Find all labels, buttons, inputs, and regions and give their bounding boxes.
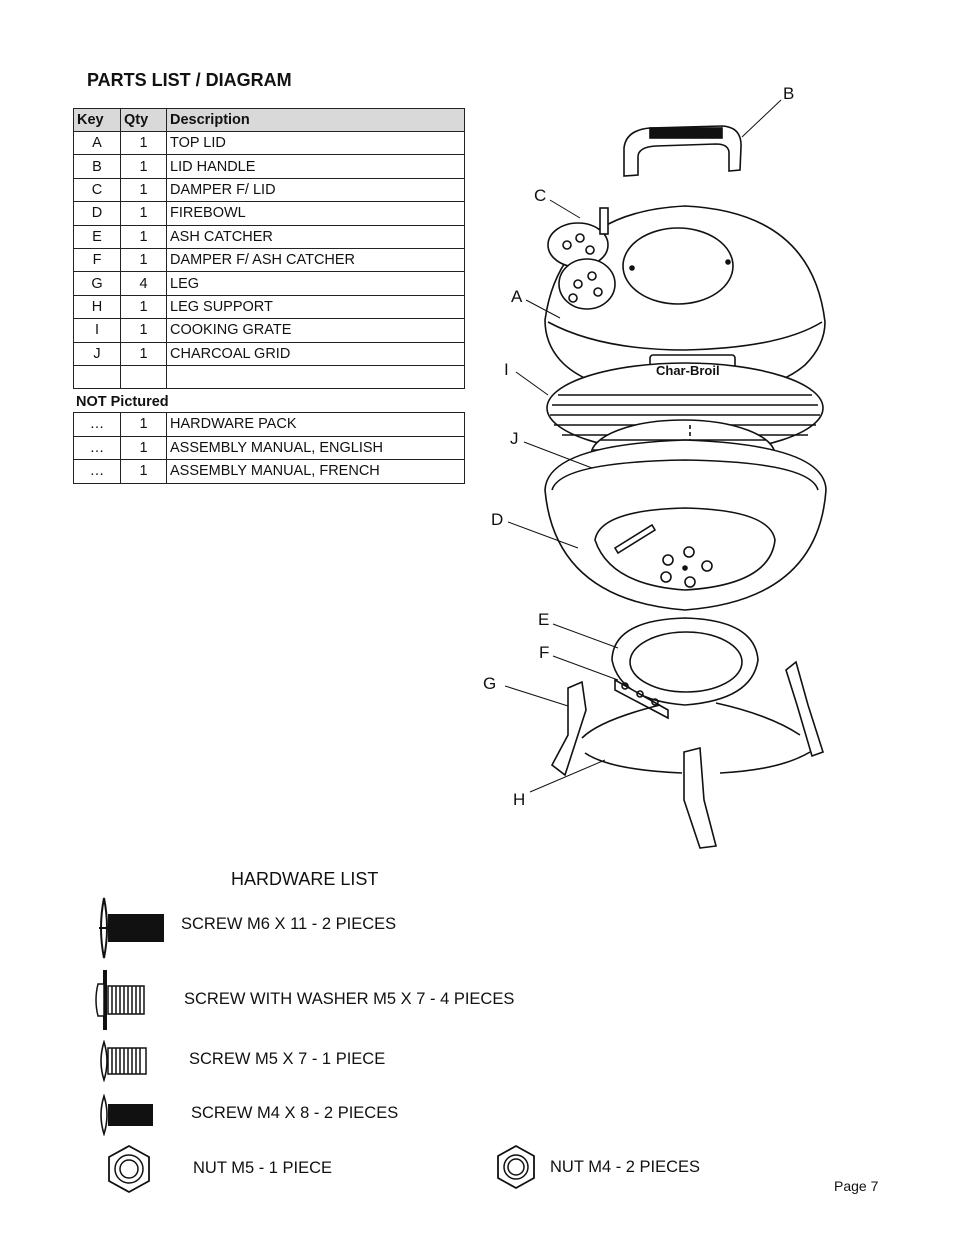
cell-qty: 1 <box>121 295 167 318</box>
page-number: Page 7 <box>834 1178 879 1194</box>
table-row <box>74 413 465 437</box>
grill-exploded-diagram <box>470 75 850 865</box>
table-row <box>74 295 465 318</box>
cell-qty: 1 <box>121 248 167 271</box>
hardware-list-title: HARDWARE LIST <box>231 869 379 889</box>
callout-e: E <box>538 610 550 629</box>
cell-key: D <box>74 202 121 225</box>
hardware-item-label: SCREW M5 X 7 - 1 PIECE <box>189 1050 386 1068</box>
callout-c: C <box>534 186 547 205</box>
cell-key: C <box>74 178 121 201</box>
hardware-item-label: SCREW WITH WASHER M5 X 7 - 4 PIECES <box>184 990 515 1008</box>
table-row <box>74 178 465 201</box>
brand-logo-text: Char-Broil <box>656 363 720 378</box>
cell-description: TOP LID <box>167 132 465 155</box>
cell-qty: 1 <box>121 225 167 248</box>
hardware-item-label: NUT M5 - 1 PIECE <box>193 1159 333 1177</box>
cell-description: LEG <box>167 272 465 295</box>
header-key: Key <box>74 109 121 132</box>
callout-f: F <box>539 643 550 662</box>
cell-description: ASSEMBLY MANUAL, ENGLISH <box>167 436 465 460</box>
cell-qty: 1 <box>121 202 167 225</box>
cell-qty: 1 <box>121 460 167 484</box>
page-title: PARTS LIST / DIAGRAM <box>87 70 292 90</box>
cell-qty: 1 <box>121 342 167 365</box>
lid-handle-part <box>624 126 741 176</box>
hardware-item-label: NUT M4 - 2 PIECES <box>550 1158 701 1176</box>
cell-qty: 1 <box>121 319 167 342</box>
cell-description: COOKING GRATE <box>167 319 465 342</box>
cell-key: … <box>74 413 121 437</box>
cell-key: … <box>74 436 121 460</box>
hardware-item-label: SCREW M6 X 11 - 2 PIECES <box>181 915 397 933</box>
blank-row <box>74 365 465 388</box>
hardware-item-label: SCREW M4 X 8 - 2 PIECES <box>191 1104 399 1122</box>
cell-description: LID HANDLE <box>167 155 465 178</box>
table-row <box>74 319 465 342</box>
cell-key: F <box>74 248 121 271</box>
cell-description: HARDWARE PACK <box>167 413 465 437</box>
table-row <box>74 272 465 295</box>
screw-washer-icon <box>94 968 150 1032</box>
callout-a: A <box>511 287 523 306</box>
nut-m4-icon <box>494 1144 538 1190</box>
parts-table <box>73 108 465 389</box>
header-description: Description <box>167 109 465 132</box>
cell-description: ASH CATCHER <box>167 225 465 248</box>
cell-description: LEG SUPPORT <box>167 295 465 318</box>
table-row <box>74 132 465 155</box>
callout-j: J <box>510 429 519 448</box>
blank-cell <box>167 365 465 388</box>
cell-qty: 1 <box>121 413 167 437</box>
table-row <box>74 155 465 178</box>
cell-key: B <box>74 155 121 178</box>
header-qty: Qty <box>121 109 167 132</box>
table-row <box>74 460 465 484</box>
blank-cell <box>121 365 167 388</box>
table-row <box>74 248 465 271</box>
cell-key: A <box>74 132 121 155</box>
screw-m4-icon <box>96 1094 156 1136</box>
screw-m5-icon <box>96 1040 152 1082</box>
nut-m5-icon <box>104 1144 154 1194</box>
cell-qty: 1 <box>121 132 167 155</box>
table-header <box>74 109 465 132</box>
callout-d: D <box>491 510 504 529</box>
cell-key: … <box>74 460 121 484</box>
cell-qty: 1 <box>121 155 167 178</box>
table-row <box>74 202 465 225</box>
cell-description: DAMPER F/ LID <box>167 178 465 201</box>
callout-h: H <box>513 790 526 809</box>
cell-qty: 1 <box>121 436 167 460</box>
table-row <box>74 436 465 460</box>
cell-description: DAMPER F/ ASH CATCHER <box>167 248 465 271</box>
cell-description: FIREBOWL <box>167 202 465 225</box>
callout-i: I <box>504 360 509 379</box>
callout-b: B <box>783 84 795 103</box>
cell-key: I <box>74 319 121 342</box>
cell-qty: 4 <box>121 272 167 295</box>
cell-key: G <box>74 272 121 295</box>
screw-m6-icon <box>94 896 166 960</box>
cell-key: J <box>74 342 121 365</box>
cell-description: ASSEMBLY MANUAL, FRENCH <box>167 460 465 484</box>
firebowl-part <box>545 440 826 610</box>
cell-qty: 1 <box>121 178 167 201</box>
cell-key: H <box>74 295 121 318</box>
not-pictured-table <box>73 412 465 484</box>
blank-cell <box>74 365 121 388</box>
callout-g: G <box>483 674 497 693</box>
table-row <box>74 225 465 248</box>
cell-description: CHARCOAL GRID <box>167 342 465 365</box>
table-row <box>74 342 465 365</box>
not-pictured-label: NOT Pictured <box>76 394 169 410</box>
cell-key: E <box>74 225 121 248</box>
